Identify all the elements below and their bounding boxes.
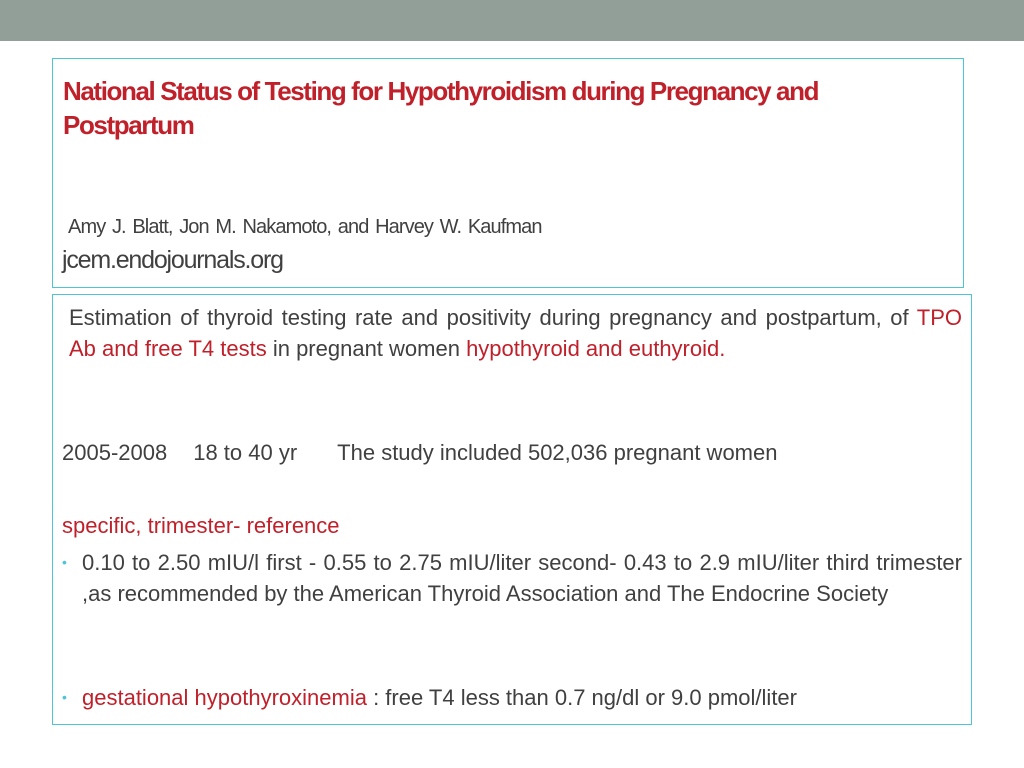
intro-highlight-groups: hypothyroid and euthyroid. <box>466 336 726 361</box>
hypothyroxinemia-definition <box>82 682 962 713</box>
study-years: 2005-2008 <box>62 440 168 465</box>
hypothyroxinemia-term: gestational hypothyroxinemia <box>82 685 367 710</box>
study-details <box>62 437 962 468</box>
intro-text: Estimation of thyroid testing rate and positivity during pregnancy and postpartum, of <box>69 305 917 330</box>
reference-ranges-text: 0.10 to 2.50 mIU/l first - 0.55 to 2.75 mIU/liter second- 0.43 to 2.9 mIU/liter third trimester ,as recommended by the American Thyroid Association and The Endocrine Society <box>82 550 962 606</box>
top-decorative-bar <box>0 0 1024 41</box>
content-box <box>52 294 972 725</box>
bullet-icon: • <box>62 689 67 705</box>
intro-text-2: in pregnant women <box>266 336 467 361</box>
intro-highlight-tests: TPO Ab and free T4 tests <box>69 305 962 361</box>
study-age-range: 18 to 40 yr <box>193 440 298 465</box>
hypothyroxinemia-criteria: : free T4 less than 0.7 ng/dl or 9.0 pmol/liter <box>366 685 797 710</box>
reference-heading: specific, trimester- reference <box>62 513 340 538</box>
intro-paragraph <box>62 302 962 364</box>
bullet-icon: • <box>62 554 67 570</box>
authors-line: Amy J. Blatt, Jon M. Nakamoto, and Harvey W. Kaufman <box>68 216 542 238</box>
slide-title: National Status of Testing for Hypothyroidism during Pregnancy and Postpartum <box>63 76 819 140</box>
title-box <box>52 58 964 288</box>
study-sample: The study included 502,036 pregnant women <box>337 440 778 465</box>
journal-url: jcem.endojournals.org <box>62 246 283 274</box>
